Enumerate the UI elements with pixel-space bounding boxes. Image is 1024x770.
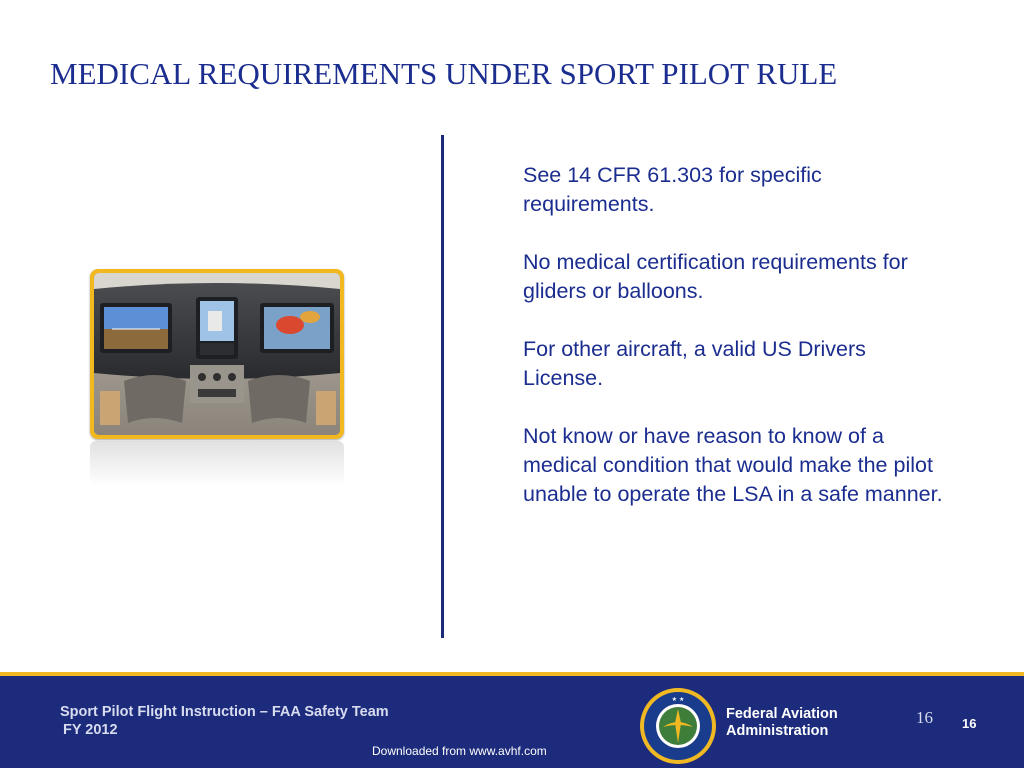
- agency-line-2: Administration: [726, 723, 829, 739]
- slide-title: MEDICAL REQUIREMENTS UNDER SPORT PILOT RULE: [50, 56, 838, 91]
- faa-agency-name: [726, 706, 838, 740]
- faa-seal-icon: [639, 687, 717, 765]
- paragraph-license: For other aircraft, a valid US Drivers License.: [523, 337, 866, 390]
- footer-course-title: Sport Pilot Flight Instruction – FAA Safety Team: [60, 704, 389, 720]
- page-number-serif: 16: [916, 708, 933, 727]
- paragraph-medical-condition: Not know or have reason to know of a medical condition that would make the pilot unable to operate the LSA in a safe manner.: [523, 424, 943, 506]
- paragraph-cfr: See 14 CFR 61.303 for specific requirements.: [523, 163, 822, 216]
- cockpit-photo-frame: [90, 269, 344, 439]
- paragraph-gliders: No medical certification requirements for gliders or balloons.: [523, 250, 908, 303]
- footer-year: FY 2012: [63, 722, 118, 738]
- cockpit-photo: [94, 273, 340, 435]
- vertical-divider: [441, 135, 444, 638]
- photo-reflection: [90, 441, 344, 486]
- cockpit-illustration: [94, 273, 340, 435]
- page-number-bold: 16: [962, 716, 977, 731]
- body-content: [523, 161, 943, 538]
- footer-course-info: [60, 703, 389, 739]
- svg-text:★ ★: ★ ★: [671, 696, 685, 703]
- agency-line-1: Federal Aviation: [726, 706, 838, 722]
- downloaded-from-link[interactable]: Downloaded from www.avhf.com: [372, 744, 547, 758]
